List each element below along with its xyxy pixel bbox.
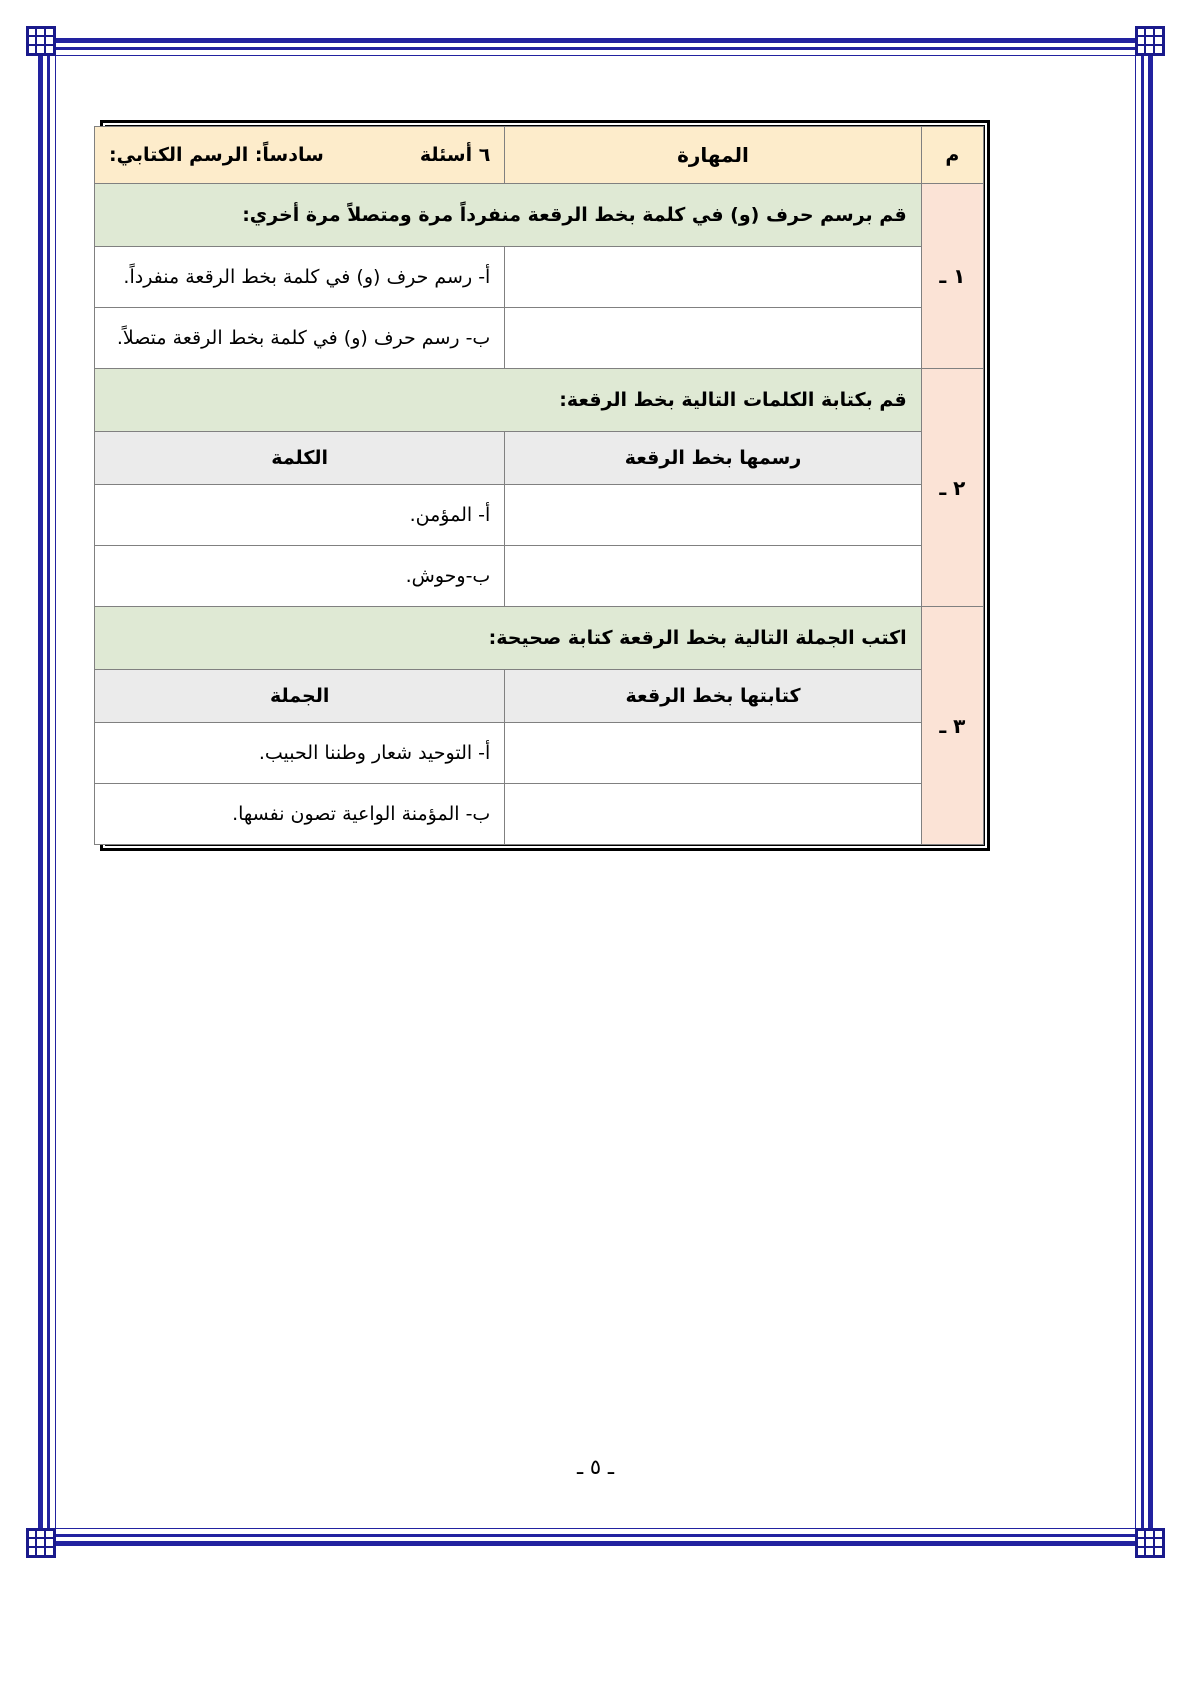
table-row: [95, 485, 984, 546]
header-section-title: سادساً: الرسم الكتابي:: [109, 144, 324, 166]
table-row: [95, 308, 984, 369]
section-instruction-row: [95, 369, 984, 432]
subheader-3-left: كتابتها بخط الرقعة: [505, 670, 921, 723]
corner-ornament-bottom-left-icon: [26, 1528, 56, 1558]
answer-cell-1-b[interactable]: [505, 308, 921, 369]
section-instruction-1: قم برسم حرف (و) في كلمة بخط الرقعة منفرداً مرة ومتصلاً مرة أخري:: [95, 184, 922, 247]
header-number-column: م: [921, 127, 983, 184]
corner-ornament-top-right-icon: [1135, 26, 1165, 56]
section-number-3: ٣ ـ: [921, 607, 983, 845]
prompt-cell-3-a: أ- التوحيد شعار وطننا الحبيب.: [95, 723, 505, 784]
table-inner-border: [105, 125, 985, 846]
prompt-cell-1-a: أ- رسم حرف (و) في كلمة بخط الرقعة منفرداً.: [95, 247, 505, 308]
corner-ornament-top-left-icon: [26, 26, 56, 56]
table-row: [95, 784, 984, 845]
page-content: [100, 120, 990, 851]
subheader-2-right: الكلمة: [95, 432, 505, 485]
answer-cell-1-a[interactable]: [505, 247, 921, 308]
prompt-cell-2-a: أ- المؤمن.: [95, 485, 505, 546]
section-instruction-3: اكتب الجملة التالية بخط الرقعة كتابة صحيحة:: [95, 607, 922, 670]
header-skill-column: المهارة: [505, 127, 921, 184]
table-header-row: [95, 127, 984, 184]
sub-header-row: [95, 432, 984, 485]
section-number-1: ١ ـ: [921, 184, 983, 369]
sub-header-row: [95, 670, 984, 723]
header-section-cell: [95, 127, 505, 184]
answer-cell-2-a[interactable]: [505, 485, 921, 546]
section-instruction-row: [95, 607, 984, 670]
skill-assessment-table: [94, 126, 984, 845]
corner-ornament-bottom-right-icon: [1135, 1528, 1165, 1558]
section-instruction-2: قم بكتابة الكلمات التالية بخط الرقعة:: [95, 369, 922, 432]
prompt-cell-1-b: ب- رسم حرف (و) في كلمة بخط الرقعة متصلاً.: [95, 308, 505, 369]
table-row: [95, 723, 984, 784]
prompt-cell-2-b: ب-وحوش.: [95, 546, 505, 607]
page-number: ـ ٥ ـ: [577, 1455, 614, 1479]
table-outer-border: [100, 120, 990, 851]
answer-cell-2-b[interactable]: [505, 546, 921, 607]
subheader-3-right: الجملة: [95, 670, 505, 723]
subheader-2-left: رسمها بخط الرقعة: [505, 432, 921, 485]
table-row: [95, 546, 984, 607]
section-instruction-row: [95, 184, 984, 247]
prompt-cell-3-b: ب- المؤمنة الواعية تصون نفسها.: [95, 784, 505, 845]
answer-cell-3-a[interactable]: [505, 723, 921, 784]
table-row: [95, 247, 984, 308]
section-number-2: ٢ ـ: [921, 369, 983, 607]
header-question-count: ٦ أسئلة: [419, 144, 491, 166]
answer-cell-3-b[interactable]: [505, 784, 921, 845]
